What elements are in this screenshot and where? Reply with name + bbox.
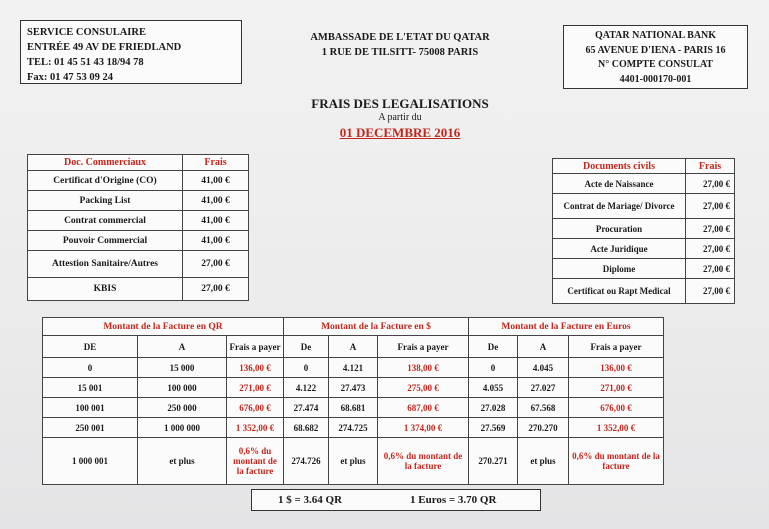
table-cell: 4.045 bbox=[518, 358, 569, 378]
usd-rate: 1 $ = 3.64 QR bbox=[278, 494, 343, 506]
column-header: Frais a payer bbox=[569, 336, 664, 358]
table-cell: 274.726 bbox=[284, 438, 329, 485]
table-cell: 0 bbox=[469, 358, 518, 378]
bank-line: QATAR NATIONAL BANK bbox=[594, 30, 717, 41]
table-row bbox=[553, 194, 735, 219]
table-row bbox=[553, 259, 735, 279]
doc-name: Certificat d'Origine (CO) bbox=[28, 171, 183, 191]
fee-cell: 676,00 € bbox=[227, 398, 284, 418]
fee-cell: 271,00 € bbox=[569, 378, 664, 398]
table-cell: 1 000 001 bbox=[43, 438, 138, 485]
table-row bbox=[553, 239, 735, 259]
column-header: A bbox=[138, 336, 227, 358]
group-header-eur: Montant de la Facture en Euros bbox=[469, 318, 664, 336]
doc-fee: 27,00 € bbox=[686, 219, 735, 239]
doc-fee: 27,00 € bbox=[686, 194, 735, 219]
column-header: Frais bbox=[686, 159, 735, 174]
service-line: SERVICE CONSULAIRE bbox=[27, 27, 146, 38]
date-intro: A partir du bbox=[378, 112, 422, 123]
fee-cell: 1 352,00 € bbox=[227, 418, 284, 438]
group-header-qr: Montant de la Facture en QR bbox=[43, 318, 284, 336]
table-cell: 0 bbox=[43, 358, 138, 378]
table-cell: 27.028 bbox=[469, 398, 518, 418]
table-row bbox=[43, 398, 664, 418]
doc-fee: 27,00 € bbox=[183, 251, 249, 278]
table-cell: 100 000 bbox=[138, 378, 227, 398]
doc-fee: 41,00 € bbox=[183, 191, 249, 211]
column-header: A bbox=[329, 336, 378, 358]
fee-cell: 136,00 € bbox=[569, 358, 664, 378]
commercial-docs-table bbox=[27, 154, 249, 301]
column-header: De bbox=[284, 336, 329, 358]
table-row bbox=[28, 211, 249, 231]
doc-fee: 27,00 € bbox=[686, 259, 735, 279]
table-cell: 27.027 bbox=[518, 378, 569, 398]
embassy-line: AMBASSADE DE L'ETAT DU QATAR bbox=[310, 32, 490, 43]
column-header: Documents civils bbox=[553, 159, 686, 174]
column-header: Frais a payer bbox=[378, 336, 469, 358]
doc-name: Contrat de Mariage/ Divorce bbox=[553, 194, 686, 219]
doc-name: Pouvoir Commercial bbox=[28, 231, 183, 251]
doc-name: Attestion Sanitaire/Autres bbox=[28, 251, 183, 278]
table-cell: et plus bbox=[329, 438, 378, 485]
fee-cell: 136,00 € bbox=[227, 358, 284, 378]
table-cell: 4.121 bbox=[329, 358, 378, 378]
doc-fee: 27,00 € bbox=[686, 279, 735, 304]
table-cell: 274.725 bbox=[329, 418, 378, 438]
table-cell: 68.682 bbox=[284, 418, 329, 438]
bank-line: 4401-000170-001 bbox=[619, 73, 692, 85]
doc-fee: 27,00 € bbox=[686, 174, 735, 194]
table-row bbox=[28, 278, 249, 301]
bank-info-box bbox=[563, 25, 748, 89]
table-cell: 15 000 bbox=[138, 358, 227, 378]
column-header: Frais a payer bbox=[227, 336, 284, 358]
doc-name: Acte de Naissance bbox=[553, 174, 686, 194]
table-cell: et plus bbox=[518, 438, 569, 485]
invoice-fee-table bbox=[42, 317, 664, 485]
fee-cell: 1 352,00 € bbox=[569, 418, 664, 438]
table-row bbox=[43, 438, 664, 485]
bank-line: 65 AVENUE D'IENA - PARIS 16 bbox=[585, 44, 726, 56]
doc-name: Acte Juridique bbox=[553, 239, 686, 259]
doc-fee: 41,00 € bbox=[183, 211, 249, 231]
column-header: Doc. Commerciaux bbox=[28, 155, 183, 171]
doc-name: Contrat commercial bbox=[28, 211, 183, 231]
table-cell: 100 001 bbox=[43, 398, 138, 418]
fee-cell: 0,6% du montant de la facture bbox=[227, 438, 284, 485]
table-row bbox=[28, 231, 249, 251]
column-header: A bbox=[518, 336, 569, 358]
fee-cell: 271,00 € bbox=[227, 378, 284, 398]
eur-rate: 1 Euros = 3.70 QR bbox=[410, 494, 497, 506]
fee-cell: 0,6% du montant de la facture bbox=[569, 438, 664, 485]
table-header-row bbox=[553, 159, 735, 174]
table-row bbox=[43, 378, 664, 398]
table-row bbox=[28, 191, 249, 211]
civil-docs-table bbox=[552, 158, 735, 304]
table-cell: 270.271 bbox=[469, 438, 518, 485]
embassy-line: 1 RUE DE TILSITT- 75008 PARIS bbox=[321, 47, 479, 58]
table-cell: 1 000 000 bbox=[138, 418, 227, 438]
fee-cell: 0,6% du montant de la facture bbox=[378, 438, 469, 485]
table-cell: et plus bbox=[138, 438, 227, 485]
column-header: Frais bbox=[183, 155, 249, 171]
table-row bbox=[553, 219, 735, 239]
doc-name: Packing List bbox=[28, 191, 183, 211]
table-row bbox=[553, 279, 735, 304]
fee-cell: 1 374,00 € bbox=[378, 418, 469, 438]
service-line: ENTRÉE 49 AV DE FRIEDLAND bbox=[27, 42, 182, 53]
doc-fee: 27,00 € bbox=[183, 278, 249, 301]
table-header-row bbox=[28, 155, 249, 171]
fee-cell: 138,00 € bbox=[378, 358, 469, 378]
column-header: De bbox=[469, 336, 518, 358]
effective-date: 01 DECEMBRE 2016 bbox=[339, 125, 461, 140]
table-row bbox=[553, 174, 735, 194]
table-cell: 250 000 bbox=[138, 398, 227, 418]
doc-fee: 27,00 € bbox=[686, 239, 735, 259]
table-cell: 67.568 bbox=[518, 398, 569, 418]
document-title-block bbox=[260, 96, 540, 142]
embassy-address bbox=[290, 30, 510, 60]
table-row bbox=[28, 171, 249, 191]
consular-service-box bbox=[20, 20, 242, 84]
fee-cell: 687,00 € bbox=[378, 398, 469, 418]
doc-fee: 41,00 € bbox=[183, 171, 249, 191]
exchange-rates-box bbox=[251, 489, 541, 511]
service-line: Fax: 01 47 53 09 24 bbox=[27, 72, 114, 83]
group-header-usd: Montant de la Facture en $ bbox=[284, 318, 469, 336]
doc-name: Diplome bbox=[553, 259, 686, 279]
doc-name: Procuration bbox=[553, 219, 686, 239]
table-cell: 250 001 bbox=[43, 418, 138, 438]
column-header: DE bbox=[43, 336, 138, 358]
fee-cell: 275,00 € bbox=[378, 378, 469, 398]
bank-line: N° COMPTE CONSULAT bbox=[598, 59, 713, 70]
table-cell: 27.473 bbox=[329, 378, 378, 398]
document-title: FRAIS DES LEGALISATIONS bbox=[311, 96, 489, 111]
doc-name: Certificat ou Rapt Medical bbox=[553, 279, 686, 304]
service-line: TEL: 01 45 51 43 18/94 78 bbox=[27, 57, 144, 68]
table-row bbox=[28, 251, 249, 278]
doc-name: KBIS bbox=[28, 278, 183, 301]
table-row bbox=[43, 358, 664, 378]
table-cell: 68.681 bbox=[329, 398, 378, 418]
subheader-row bbox=[43, 336, 664, 358]
doc-fee: 41,00 € bbox=[183, 231, 249, 251]
table-row bbox=[43, 418, 664, 438]
group-header-row bbox=[43, 318, 664, 336]
table-cell: 0 bbox=[284, 358, 329, 378]
table-cell: 27.569 bbox=[469, 418, 518, 438]
table-cell: 4.055 bbox=[469, 378, 518, 398]
table-cell: 270.270 bbox=[518, 418, 569, 438]
table-cell: 15 001 bbox=[43, 378, 138, 398]
table-cell: 4.122 bbox=[284, 378, 329, 398]
fee-cell: 676,00 € bbox=[569, 398, 664, 418]
table-cell: 27.474 bbox=[284, 398, 329, 418]
